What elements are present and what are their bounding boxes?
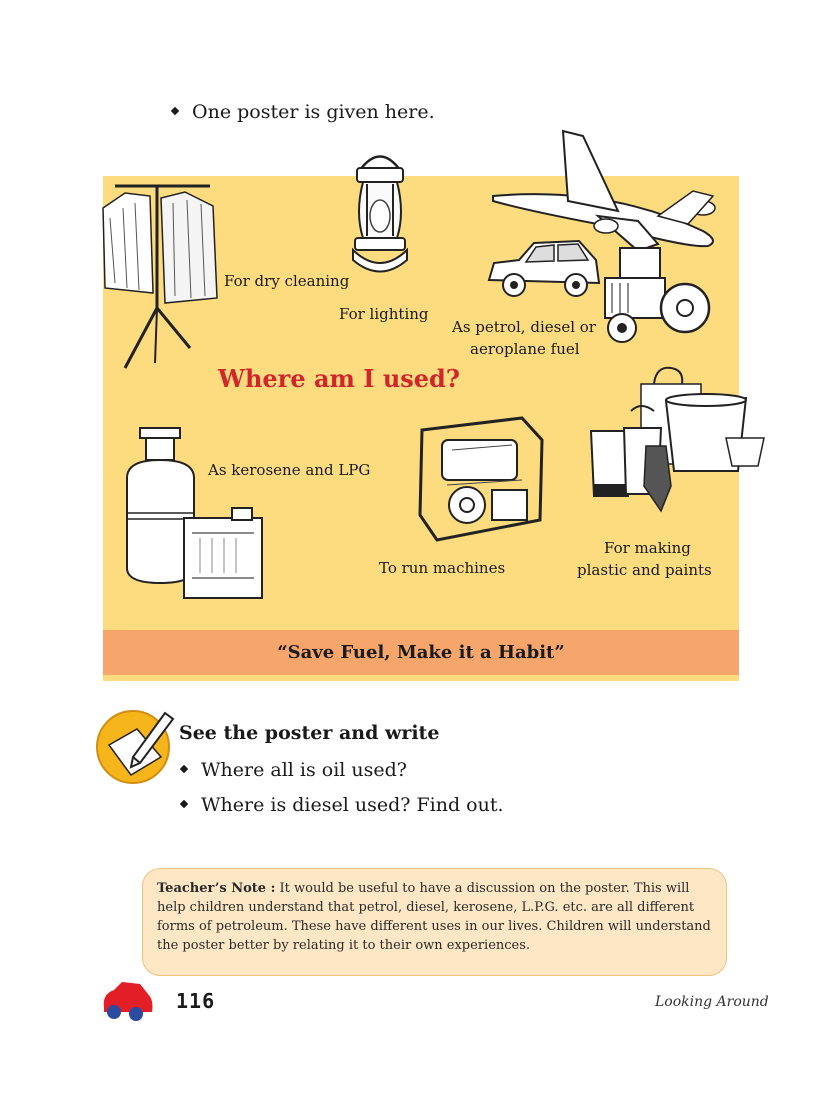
poster-title: Where am I used? xyxy=(218,364,460,393)
label-plastic-line2: plastic and paints xyxy=(577,561,712,579)
question-text: Where all is oil used? xyxy=(201,759,407,781)
teacher-note-label: Teacher’s Note : xyxy=(157,881,276,896)
clothes-rack-illustration xyxy=(95,178,225,377)
activity-heading: See the poster and write xyxy=(179,722,440,744)
label-dry-cleaning: For dry cleaning xyxy=(224,272,350,290)
question-line xyxy=(181,794,504,816)
teacher-note-text: It would be useful to have a discussion on the poster. This will help children understand that petrol, diesel, kerosene, L.P.G. etc. are all different forms of petroleum. These have different uses in our lives. Children will understand the poster better by relating it to their own experiences. xyxy=(157,881,711,953)
bullet-icon xyxy=(180,765,188,773)
intro-text: One poster is given here. xyxy=(192,101,435,123)
label-plastic-line1: For making xyxy=(604,539,691,557)
label-machines: To run machines xyxy=(379,559,506,577)
book-title: Looking Around xyxy=(655,994,769,1010)
paint-buckets-illustration xyxy=(586,366,771,520)
poster-slogan: “Save Fuel, Make it a Habit” xyxy=(277,642,565,663)
label-kerosene: As kerosene and LPG xyxy=(208,461,371,479)
pencil-write-icon xyxy=(95,705,177,791)
label-fuel-line1: As petrol, diesel or xyxy=(452,318,596,336)
label-lighting: For lighting xyxy=(339,305,429,323)
car-logo-icon xyxy=(100,980,155,1026)
bullet-icon xyxy=(171,107,179,115)
question-line xyxy=(181,759,407,781)
car-illustration xyxy=(484,235,604,304)
label-fuel-line2: aeroplane fuel xyxy=(470,340,580,358)
page-number: 116 xyxy=(176,989,216,1013)
bullet-icon xyxy=(180,800,188,808)
gas-cylinder-illustration xyxy=(122,423,267,607)
question-text: Where is diesel used? Find out. xyxy=(201,794,504,816)
intro-line xyxy=(172,101,435,123)
poster-slogan-band xyxy=(103,630,739,675)
generator-illustration xyxy=(412,410,547,554)
teacher-note xyxy=(142,868,727,976)
lantern-illustration xyxy=(345,148,415,287)
tractor-illustration xyxy=(600,243,715,357)
